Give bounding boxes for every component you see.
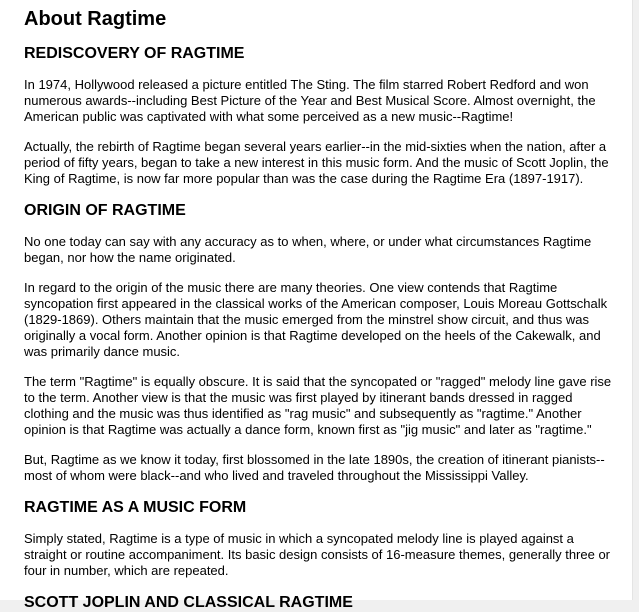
paragraph: Actually, the rebirth of Ragtime began several years earlier--in the mid-sixties when the nation, after a period of fifty years, began to take a new interest in this music form. And the music of Scott Joplin, the King of Ragtime, is now far more popular than was the case during the Ragtime Era (1897-1917).	[24, 139, 609, 186]
section-heading: ORIGIN OF RAGTIME	[24, 202, 186, 219]
section-rediscovery	[24, 44, 632, 187]
section-music-form	[24, 498, 632, 579]
paragraph: But, Ragtime as we know it today, first blossomed in the late 1890s, the creation of itinerant pianists--most of whom were black--and who lived and traveled throughout the Mississippi Valley.	[24, 452, 605, 483]
section-heading: SCOTT JOPLIN AND CLASSICAL RAGTIME	[24, 594, 353, 611]
section-heading: REDISCOVERY OF RAGTIME	[24, 45, 245, 62]
paragraph: In 1974, Hollywood released a picture entitled The Sting. The film starred Robert Redford and won numerous awards--including Best Picture of the Year and Best Musical Score. Almost overnight, the American public was captivated with what some perceived as a new music--Ragtime!	[24, 77, 596, 124]
paragraph: No one today can say with any accuracy as to when, where, or under what circumstances Ragtime began, nor how the name originated.	[24, 234, 592, 265]
scrollbar-track[interactable]	[633, 0, 639, 600]
page-title: About Ragtime	[24, 8, 167, 30]
paragraph: Simply stated, Ragtime is a type of music in which a syncopated melody line is played against a straight or routine accompaniment. Its basic design consists of 16-measure themes, generally three or four in number, which are repeated.	[24, 531, 611, 578]
section-origin	[24, 201, 632, 484]
section-scott-joplin	[24, 593, 632, 612]
paragraph: The term "Ragtime" is equally obscure. It is said that the syncopated or "ragged" melody line gave rise to the term. Another view is that the music was first played by itinerant bands dressed in ragged clothing and the music was thus identified as "rag music" and subsequently as "ragtime." Another opinion is that Ragtime was actually a dance form, known first as "jig music" and later as "ragtime."	[24, 374, 612, 437]
section-heading: RAGTIME AS A MUSIC FORM	[24, 499, 247, 516]
paragraph: In regard to the origin of the music there are many theories. One view contends that Ragtime syncopation first appeared in the classical works of the American composer, Louis Moreau Gottschalk (1829-1869). Others maintain that the music emerged from the minstrel show circuit, and thus was originally a vocal form. Another opinion is that Ragtime developed on the heels of the Cakewalk, and was primarily dance music.	[24, 280, 608, 359]
